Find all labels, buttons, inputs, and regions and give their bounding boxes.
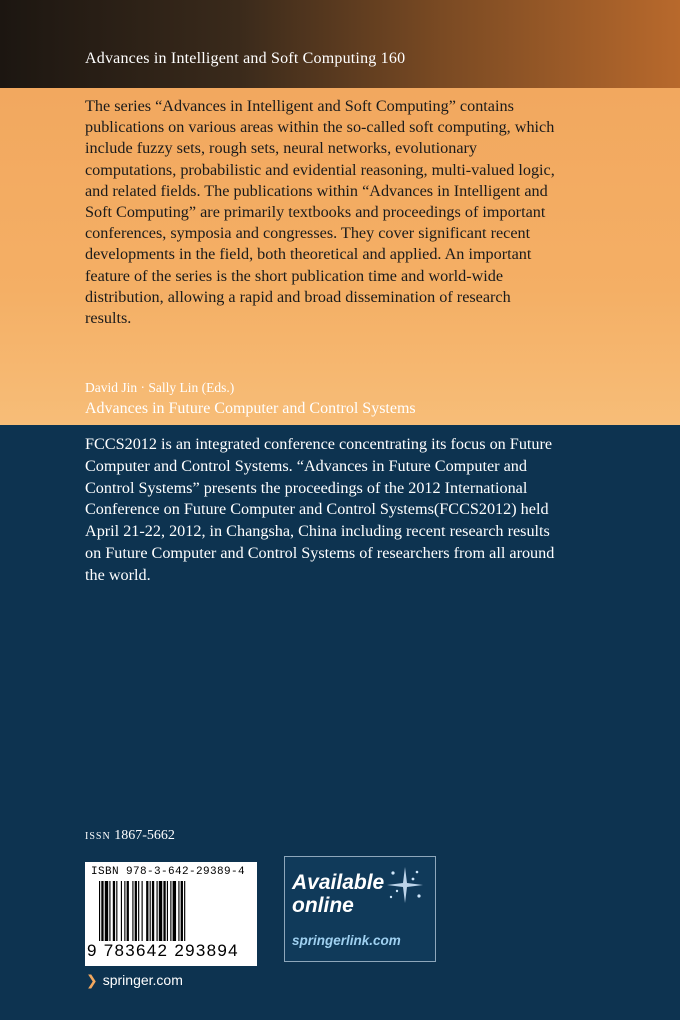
- isbn-text: ISBN 978-3-642-29389-4: [91, 866, 246, 878]
- barcode-bars: [99, 881, 245, 941]
- available-online-line2: online: [292, 894, 354, 917]
- series-title: Advances in Intelligent and Soft Computing 160: [85, 50, 406, 67]
- series-header-band: [0, 0, 680, 88]
- book-editors: David Jin · Sally Lin (Eds.): [85, 380, 235, 395]
- springer-link-label: springer.com: [102, 972, 183, 988]
- springerlink-url[interactable]: springerlink.com: [292, 933, 401, 948]
- isbn-barcode: [85, 862, 257, 966]
- issn-label: issn: [85, 828, 111, 843]
- available-online-badge[interactable]: [284, 856, 436, 962]
- issn: [85, 828, 175, 844]
- sparkle-icon: [383, 863, 427, 907]
- chevron-right-icon: ❯: [86, 972, 98, 988]
- ean-digits: 9 783642 293894: [87, 941, 239, 960]
- series-description: The series “Advances in Intelligent and Soft Computing” contains publications on various areas within the so-called soft computing, which include fuzzy sets, rough sets, neural networks, evolutionary computations, probabilistic and evidential reasoning, multi-valued logic, and related fields. The publications within “Advances in Intelligent and Soft Computing” are primarily textbooks and proceedings of important conferences, symposia and congresses. They cover significant recent developments in the field, both theoretical and applied. An important feature of the series is the short publication time and world-wide distribution, allowing a rapid and broad dissemination of research results.: [85, 97, 555, 328]
- issn-number: 1867-5662: [114, 828, 175, 843]
- available-online-title: [292, 871, 384, 917]
- springer-link[interactable]: [86, 972, 183, 989]
- available-online-line1: Available: [292, 871, 385, 894]
- book-description: FCCS2012 is an integrated conference concentrating its focus on Future Computer and Control Systems. “Advances in Future Computer and Control Systems” presents the proceedings of the 2012 International Conference on Future Computer and Control Systems(FCCS2012) held April 21-22, 2012, in Changsha, China including recent research results on Future Computer and Control Systems of researchers from all around the world.: [85, 435, 555, 584]
- book-title: Advances in Future Computer and Control Systems: [85, 400, 416, 417]
